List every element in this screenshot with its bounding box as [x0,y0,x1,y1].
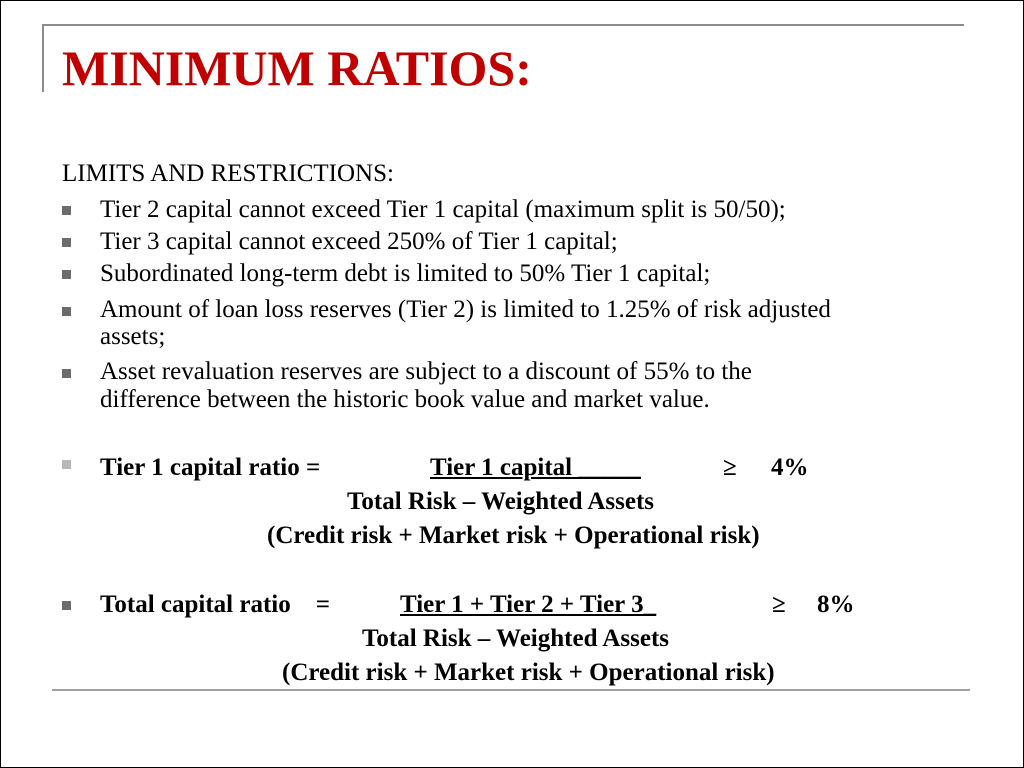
total-ratio-numerator: Tier 1 + Tier 2 + Tier 3_ [400,591,657,618]
list-item-continuation: difference between the historic book value and market value. [100,386,710,413]
bullet-marker [62,270,71,279]
bullet-marker [62,369,71,378]
list-item: Amount of loan loss reserves (Tier 2) is limited to 1.25% of risk adjusted [100,296,831,323]
bullet-marker [62,238,71,247]
list-item: Tier 2 capital cannot exceed Tier 1 capital (maximum split is 50/50); [100,196,786,223]
bullet-marker [62,307,71,316]
tier1-ratio-denominator: Total Risk – Weighted Assets [347,488,655,515]
tier1-ratio-numerator: Tier 1 capital _____ [430,454,641,481]
list-item: Subordinated long-term debt is limited to 50% Tier 1 capital; [100,260,711,287]
tier1-ratio-note: (Credit risk + Market risk + Operational risk) [267,522,760,549]
list-item-continuation: assets; [100,323,166,350]
total-ratio-operator: ≥ [772,591,786,618]
bottom-rule [52,689,970,691]
title-top-rule [42,24,964,26]
total-ratio-threshold: 8% [817,591,855,618]
tier1-ratio-threshold: 4% [771,454,809,481]
total-ratio-denominator: Total Risk – Weighted Assets [362,625,670,652]
limits-heading: LIMITS AND RESTRICTIONS: [62,160,394,187]
total-ratio-note: (Credit risk + Market risk + Operational risk) [282,659,775,686]
total-ratio-label: Total capital ratio = [100,591,330,618]
tier1-ratio-label: Tier 1 capital ratio = [100,454,321,481]
list-item: Asset revaluation reserves are subject to a discount of 55% to the [100,358,752,385]
tier1-ratio-operator: ≥ [723,454,737,481]
bullet-marker [62,206,71,215]
slide-title: MINIMUM RATIOS: [62,40,532,96]
bullet-marker [62,460,71,469]
list-item: Tier 3 capital cannot exceed 250% of Tier 1 capital; [100,228,618,255]
bullet-marker [62,601,71,610]
title-left-rule [42,24,44,92]
